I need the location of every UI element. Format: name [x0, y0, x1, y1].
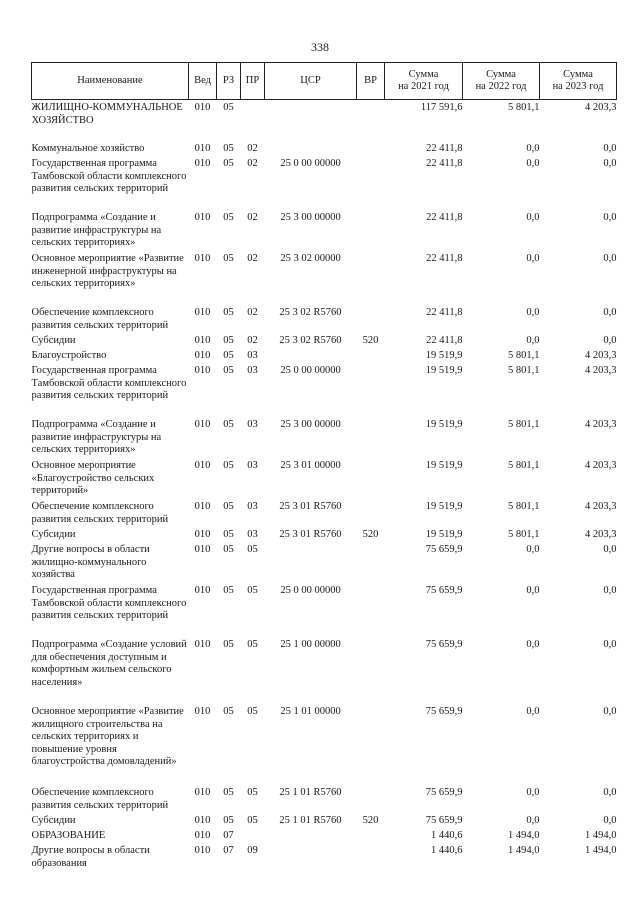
header-ved: Вед — [189, 63, 217, 100]
table-row — [32, 637, 617, 704]
row-sum-2023: 1 494,0 — [585, 845, 617, 856]
row-name: Подпрограмма «Создание условий для обеспечения доступным и комфортным жильем сельского населения» — [31, 639, 187, 688]
header-name: Наименование — [32, 63, 189, 100]
row-csr: 25 3 00 00000 — [280, 212, 341, 223]
row-sum-2023: 0,0 — [603, 585, 617, 596]
table-row — [32, 785, 617, 813]
row-sum-2022: 0,0 — [526, 253, 540, 264]
header-csr: ЦСР — [265, 63, 357, 100]
row-sum-2023: 0,0 — [603, 158, 617, 169]
header-vr: ВР — [357, 63, 385, 100]
row-name: ОБРАЗОВАНИЕ — [31, 830, 106, 841]
row-ved: 010 — [194, 335, 211, 346]
row-csr: 25 3 01 R5760 — [279, 501, 342, 512]
row-sum-2023: 4 203,3 — [585, 350, 617, 361]
row-rz: 05 — [223, 787, 234, 798]
row-sum-2022: 0,0 — [526, 815, 540, 826]
row-name: Обеспечение комплексного развития сельских территорий — [31, 307, 169, 331]
row-sum-2021: 75 659,9 — [425, 787, 463, 798]
row-ved: 010 — [194, 365, 211, 376]
row-sum-2023: 0,0 — [603, 787, 617, 798]
row-vr — [357, 542, 385, 583]
row-pr: 05 — [247, 815, 258, 826]
table-row — [32, 417, 617, 458]
row-sum-2023: 0,0 — [603, 706, 617, 717]
row-vr — [357, 499, 385, 527]
row-csr — [265, 348, 357, 363]
row-rz: 05 — [223, 544, 234, 555]
row-csr — [265, 141, 357, 156]
row-pr: 09 — [247, 845, 258, 856]
row-sum-2023: 0,0 — [603, 815, 617, 826]
row-csr: 25 3 01 00000 — [280, 460, 341, 471]
row-sum-2022: 0,0 — [526, 335, 540, 346]
header-pr: ПР — [241, 63, 265, 100]
row-csr: 25 1 01 R5760 — [279, 815, 342, 826]
table-row — [32, 527, 617, 542]
row-pr: 03 — [247, 350, 258, 361]
row-rz: 05 — [223, 639, 234, 650]
row-vr — [357, 141, 385, 156]
row-csr: 25 3 02 R5760 — [279, 307, 342, 318]
row-name: Основное мероприятие «Развитие жилищного строительства на сельских территориях и повышение уровня благоустройства домовладений» — [31, 706, 184, 768]
row-sum-2022: 0,0 — [526, 212, 540, 223]
row-vr — [357, 458, 385, 499]
table-row — [32, 210, 617, 251]
row-sum-2023: 0,0 — [603, 544, 617, 555]
row-name: Основное мероприятие «Благоустройство сельских территорий» — [31, 460, 155, 497]
row-pr: 03 — [247, 529, 258, 540]
row-name: Обеспечение комплексного развития сельских территорий — [31, 787, 169, 811]
row-rz: 05 — [223, 815, 234, 826]
row-sum-2023: 0,0 — [603, 307, 617, 318]
row-name: Субсидии — [31, 529, 76, 540]
row-pr — [241, 100, 265, 142]
row-csr — [265, 542, 357, 583]
row-rz: 05 — [223, 501, 234, 512]
row-sum-2023: 0,0 — [603, 253, 617, 264]
row-name: Подпрограмма «Создание и развитие инфраструктуры на сельских территориях» — [31, 212, 162, 249]
row-csr: 25 1 01 R5760 — [279, 787, 342, 798]
row-vr — [357, 828, 385, 843]
row-ved: 010 — [194, 350, 211, 361]
row-sum-2021: 75 659,9 — [425, 639, 463, 650]
table-row — [32, 542, 617, 583]
row-sum-2021: 22 411,8 — [426, 307, 463, 318]
row-pr: 05 — [247, 585, 258, 596]
row-sum-2021: 19 519,9 — [425, 350, 463, 361]
row-csr: 25 3 00 00000 — [280, 419, 341, 430]
row-pr: 03 — [247, 365, 258, 376]
row-ved: 010 — [194, 585, 211, 596]
row-name: Государственная программа Тамбовской области комплексного развития сельских территорий — [31, 585, 187, 622]
row-rz: 05 — [223, 143, 234, 154]
row-csr: 25 3 01 R5760 — [279, 529, 342, 540]
row-name: Государственная программа Тамбовской области комплексного развития сельских территорий — [31, 158, 187, 195]
row-pr: 02 — [247, 143, 258, 154]
header-sum-2021: Сумма на 2021 год — [385, 63, 463, 100]
table-row — [32, 348, 617, 363]
row-pr: 05 — [247, 787, 258, 798]
row-rz: 05 — [223, 350, 234, 361]
row-ved: 010 — [194, 212, 211, 223]
table-row — [32, 251, 617, 305]
row-name: Государственная программа Тамбовской области комплексного развития сельских территорий — [31, 365, 187, 402]
header-sum-2022: Сумма на 2022 год — [463, 63, 540, 100]
row-ved: 010 — [194, 706, 211, 717]
table-row — [32, 458, 617, 499]
row-name: Обеспечение комплексного развития сельских территорий — [31, 501, 169, 525]
table-row — [32, 100, 617, 142]
row-vr — [357, 843, 385, 871]
row-sum-2022: 0,0 — [526, 706, 540, 717]
row-sum-2021: 22 411,8 — [426, 143, 463, 154]
row-name: Другие вопросы в области жилищно-коммунального хозяйства — [31, 544, 150, 581]
row-pr: 05 — [247, 544, 258, 555]
row-vr — [357, 348, 385, 363]
table-row — [32, 828, 617, 843]
row-sum-2023: 1 494,0 — [585, 830, 617, 841]
row-pr: 02 — [247, 253, 258, 264]
row-ved: 010 — [194, 544, 211, 555]
row-rz: 05 — [223, 253, 234, 264]
row-sum-2021: 1 440,6 — [431, 845, 463, 856]
header-sum-2023: Сумма на 2023 год — [540, 63, 617, 100]
row-pr: 05 — [247, 639, 258, 650]
row-ved: 010 — [194, 787, 211, 798]
budget-table — [31, 62, 617, 871]
row-csr: 25 0 00 00000 — [280, 585, 341, 596]
row-sum-2022: 5 801,1 — [508, 501, 540, 512]
row-rz: 05 — [223, 419, 234, 430]
row-rz: 05 — [223, 335, 234, 346]
row-sum-2021: 19 519,9 — [425, 501, 463, 512]
row-sum-2022: 1 494,0 — [508, 845, 540, 856]
row-name: Субсидии — [31, 335, 76, 346]
row-sum-2021: 19 519,9 — [425, 460, 463, 471]
row-ved: 010 — [194, 639, 211, 650]
table-row — [32, 704, 617, 785]
row-sum-2023: 4 203,3 — [585, 460, 617, 471]
row-sum-2021: 22 411,8 — [426, 158, 463, 169]
row-sum-2022: 0,0 — [526, 787, 540, 798]
row-sum-2022: 0,0 — [526, 158, 540, 169]
row-name: Субсидии — [31, 815, 76, 826]
row-sum-2021: 75 659,9 — [425, 585, 463, 596]
row-vr: 520 — [362, 335, 379, 346]
row-sum-2023: 4 203,3 — [585, 529, 617, 540]
header-rz: РЗ — [217, 63, 241, 100]
row-pr: 02 — [247, 212, 258, 223]
row-sum-2023: 0,0 — [603, 212, 617, 223]
row-rz: 07 — [223, 845, 234, 856]
row-sum-2023: 4 203,3 — [585, 419, 617, 430]
row-csr: 25 1 00 00000 — [280, 639, 341, 650]
row-ved: 010 — [194, 460, 211, 471]
row-vr — [357, 583, 385, 637]
row-ved: 010 — [194, 529, 211, 540]
table-row — [32, 363, 617, 417]
row-sum-2021: 19 519,9 — [425, 419, 463, 430]
table-header-row — [32, 63, 617, 100]
row-rz: 05 — [223, 212, 234, 223]
row-sum-2023: 4 203,3 — [585, 102, 617, 113]
row-rz: 07 — [223, 830, 234, 841]
row-vr — [357, 363, 385, 417]
row-csr: 25 0 00 00000 — [280, 365, 341, 376]
row-sum-2021: 22 411,8 — [426, 253, 463, 264]
row-csr: 25 1 01 00000 — [280, 706, 341, 717]
row-sum-2021: 1 440,6 — [431, 830, 463, 841]
row-sum-2022: 1 494,0 — [508, 830, 540, 841]
table-row — [32, 333, 617, 348]
row-sum-2021: 75 659,9 — [425, 706, 463, 717]
table-row — [32, 156, 617, 210]
row-sum-2022: 5 801,1 — [508, 460, 540, 471]
row-vr — [357, 417, 385, 458]
row-ved: 010 — [194, 143, 211, 154]
table-row — [32, 843, 617, 871]
row-pr: 02 — [247, 158, 258, 169]
row-vr: 520 — [362, 529, 379, 540]
row-sum-2023: 0,0 — [603, 335, 617, 346]
row-sum-2021: 19 519,9 — [425, 529, 463, 540]
row-name: Коммунальное хозяйство — [31, 143, 145, 154]
row-vr — [357, 785, 385, 813]
table-row — [32, 583, 617, 637]
row-sum-2023: 0,0 — [603, 639, 617, 650]
row-csr: 25 3 02 00000 — [280, 253, 341, 264]
table-body — [32, 100, 617, 872]
row-name: Основное мероприятие «Развитие инженерной инфраструктуры на сельских территориях» — [31, 253, 184, 290]
row-pr: 05 — [247, 706, 258, 717]
row-ved: 010 — [194, 830, 211, 841]
row-sum-2022: 0,0 — [526, 544, 540, 555]
row-sum-2021: 22 411,8 — [426, 212, 463, 223]
row-name: Подпрограмма «Создание и развитие инфраструктуры на сельских территориях» — [31, 419, 162, 456]
row-sum-2022: 5 801,1 — [508, 529, 540, 540]
row-sum-2022: 0,0 — [526, 143, 540, 154]
row-rz: 05 — [223, 706, 234, 717]
row-vr — [357, 210, 385, 251]
row-sum-2023: 0,0 — [603, 143, 617, 154]
row-vr — [357, 704, 385, 785]
row-sum-2023: 4 203,3 — [585, 501, 617, 512]
row-rz: 05 — [223, 365, 234, 376]
row-ved: 010 — [194, 815, 211, 826]
row-csr — [265, 828, 357, 843]
row-sum-2021: 19 519,9 — [425, 365, 463, 376]
row-pr: 02 — [247, 335, 258, 346]
row-vr — [357, 100, 385, 142]
table-row — [32, 141, 617, 156]
row-vr — [357, 637, 385, 704]
row-pr — [241, 828, 265, 843]
row-vr — [357, 305, 385, 333]
page-number: 338 — [311, 40, 329, 54]
row-csr: 25 0 00 00000 — [280, 158, 341, 169]
row-sum-2021: 75 659,9 — [425, 815, 463, 826]
row-ved: 010 — [194, 501, 211, 512]
row-pr: 03 — [247, 419, 258, 430]
row-sum-2021: 117 591,6 — [420, 102, 463, 113]
row-sum-2021: 75 659,9 — [425, 544, 463, 555]
row-ved: 010 — [194, 845, 211, 856]
row-sum-2022: 0,0 — [526, 307, 540, 318]
row-vr — [357, 156, 385, 210]
row-csr — [265, 843, 357, 871]
row-name: Благоустройство — [31, 350, 107, 361]
row-ved: 010 — [194, 419, 211, 430]
row-sum-2022: 5 801,1 — [508, 350, 540, 361]
table-row — [32, 813, 617, 828]
row-rz: 05 — [223, 585, 234, 596]
table-row — [32, 305, 617, 333]
row-rz: 05 — [223, 529, 234, 540]
row-csr: 25 3 02 R5760 — [279, 335, 342, 346]
row-ved: 010 — [194, 158, 211, 169]
row-name: ЖИЛИЩНО-КОММУНАЛЬНОЕ ХОЗЯЙСТВО — [31, 102, 183, 126]
row-vr — [357, 251, 385, 305]
row-sum-2022: 0,0 — [526, 585, 540, 596]
row-csr — [265, 100, 357, 142]
row-sum-2022: 5 801,1 — [508, 365, 540, 376]
row-name: Другие вопросы в области образования — [31, 845, 150, 869]
row-vr: 520 — [362, 815, 379, 826]
row-sum-2022: 5 801,1 — [508, 419, 540, 430]
row-sum-2022: 0,0 — [526, 639, 540, 650]
row-rz: 05 — [223, 460, 234, 471]
row-pr: 03 — [247, 501, 258, 512]
row-ved: 010 — [194, 253, 211, 264]
row-rz: 05 — [223, 307, 234, 318]
row-pr: 02 — [247, 307, 258, 318]
row-rz: 05 — [223, 102, 234, 113]
row-sum-2021: 22 411,8 — [426, 335, 463, 346]
table-row — [32, 499, 617, 527]
row-sum-2022: 5 801,1 — [508, 102, 540, 113]
row-pr: 03 — [247, 460, 258, 471]
row-rz: 05 — [223, 158, 234, 169]
row-ved: 010 — [194, 102, 211, 113]
row-sum-2023: 4 203,3 — [585, 365, 617, 376]
row-ved: 010 — [194, 307, 211, 318]
